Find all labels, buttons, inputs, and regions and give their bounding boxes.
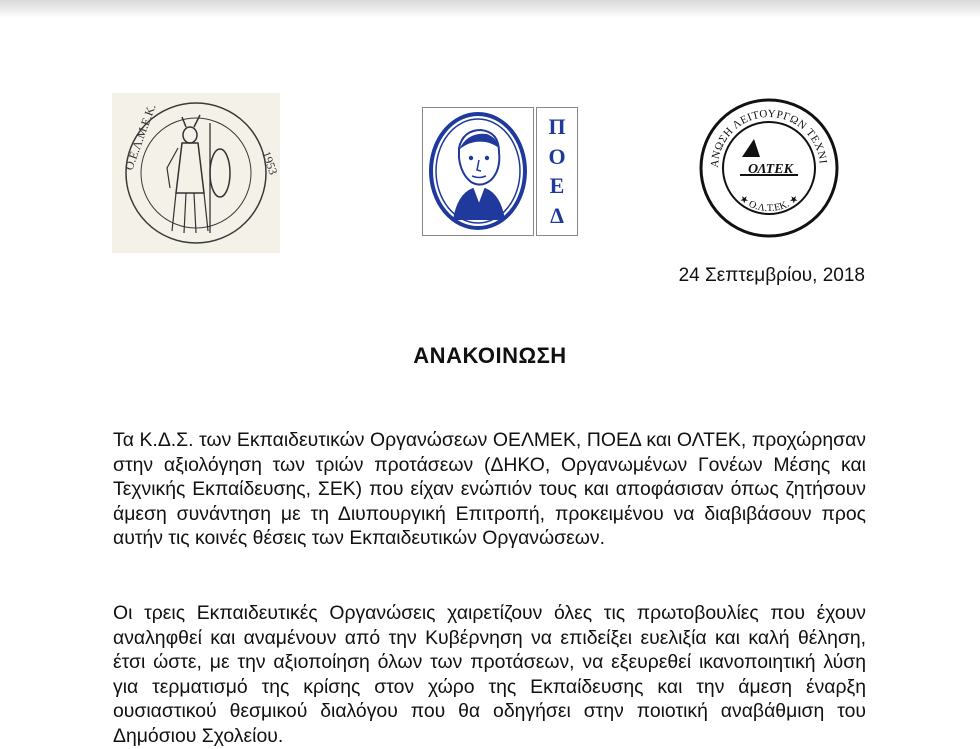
svg-text:Ο.Ε.Λ.Μ.Ε.Κ.: Ο.Ε.Λ.Μ.Ε.Κ. xyxy=(121,102,159,173)
svg-text:ΟΡΓΑΝΩΣΗ ΛΕΙΤΟΥΡΓΩΝ ΤΕΧΝΙΚΗΣ: ΑΝΩΣΗ ΛΕΙΤΟΥΡΓΩΝ ΤΕΧΝΙ xyxy=(708,107,829,169)
poed-letter: Π xyxy=(548,113,566,139)
svg-text:1953: 1953 xyxy=(259,149,280,177)
svg-text:★ Ο.Λ.Τ.ΕΚ. ★: ★ Ο.Λ.Τ.ΕΚ. ★ xyxy=(736,192,802,215)
poed-acronym-box xyxy=(536,107,578,236)
poed-letter: Δ xyxy=(550,203,564,229)
document-date: 24 Σεπτεμβρίου, 2018 xyxy=(678,265,865,286)
poed-portrait-image xyxy=(422,107,534,236)
paragraph-2: Οι τρεις Εκπαιδευτικές Οργανώσεις χαιρετίζουν όλες τις πρωτοβουλίες που έχουν αναληφθεί και αναμένουν από την Κυβέρνηση να επιδείξει ευελιξία και καλή θέληση, έτσι ώστε, με την αξιοποίηση όλων των προτάσεων, να εξευρεθεί ικανοποιητική λύση για τερματισμό της κρίσης στον χώρο της Εκπαίδευσης και την άμεση έναρξη ουσιαστικού θεσμικού διαλόγου που θα οδηγήσει στην ποιοτική αναβάθμιση του Δημόσιου Σχολείου. xyxy=(113,602,866,747)
poed-letter: Ε xyxy=(549,173,565,199)
page-top-edge xyxy=(0,0,980,18)
poed-logo xyxy=(422,107,578,238)
oltek-seal-image xyxy=(698,97,840,239)
svg-text:ΟΛΤΕΚ: ΟΛΤΕΚ xyxy=(748,162,793,177)
oltek-logo xyxy=(698,97,840,239)
oelmek-seal-image xyxy=(112,93,280,253)
oelmek-logo xyxy=(112,93,280,253)
poed-letter: Ο xyxy=(548,143,566,169)
document-title: ΑΝΑΚΟΙΝΩΣΗ xyxy=(413,343,567,368)
paragraph-1: Τα Κ.Δ.Σ. των Εκπαιδευτικών Οργανώσεων ΟΕΛΜΕΚ, ΠΟΕΔ και ΟΛΤΕΚ, προχώρησαν στην αξιολόγηση των τριών προτάσεων (ΔΗΚΟ, Οργανωμένων Γονέων Μέσης και Τεχνικής Εκπαίδευσης, ΣΕΚ) που είχαν ενώπιόν τους και αποφάσισαν όπως ζητήσουν άμεση συνάντηση με τη Διυπουργική Επιτροπή, προκειμένου να διαβιβάσουν προς αυτήν τις κοινές θέσεις των Εκπαιδευτικών Οργανώσεων. xyxy=(113,429,866,549)
